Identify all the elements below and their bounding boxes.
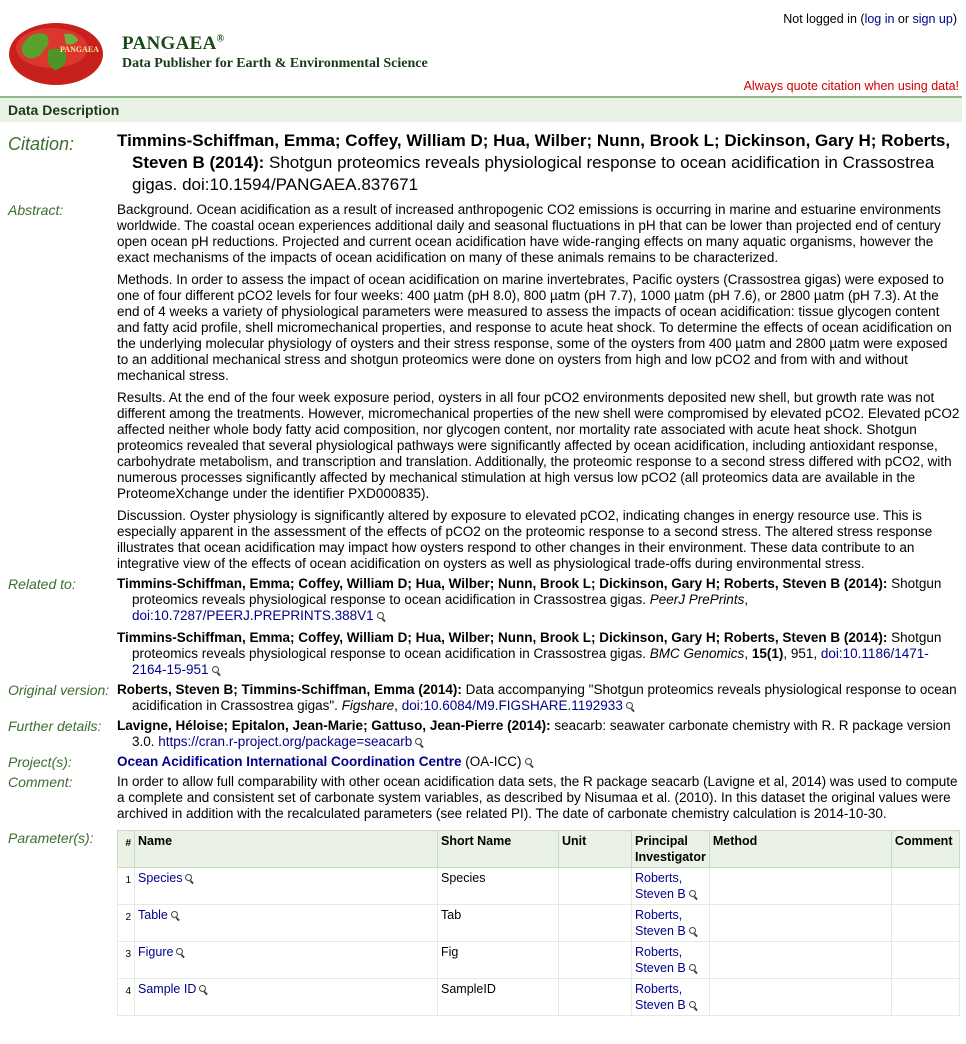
login-status: Not logged in (log in or sign up) — [783, 12, 957, 26]
abstract-label: Abstract: — [8, 202, 64, 218]
citation-row — [0, 130, 966, 196]
further-details-body: Lavigne, Héloise; Epitalon, Jean-Marie; Gattuso, Jean-Pierre (2014): seacarb: seawater carbonate chemistry with R. R package version 3.0. https://cran.r-project.org/package=seacarb — [117, 718, 951, 749]
related-row — [0, 576, 966, 678]
projects-body: Ocean Acidification International Coordination Centre (OA-ICC) — [117, 754, 960, 770]
method — [709, 868, 891, 905]
search-icon[interactable] — [689, 927, 698, 936]
comment-row — [0, 774, 966, 822]
parameter-name — [135, 979, 438, 1016]
original-doi-link[interactable]: doi:10.6084/M9.FIGSHARE.1192933 — [401, 698, 623, 713]
parameter-name — [135, 942, 438, 979]
table-header-row — [118, 831, 960, 868]
related-doi-link[interactable]: doi:10.7287/PEERJ.PREPRINTS.388V1 — [132, 608, 374, 623]
pi-link[interactable]: Roberts, Steven B — [635, 908, 686, 938]
citation-label: Citation: — [8, 134, 75, 154]
citation-text: Timmins-Schiffman, Emma; Coffey, William D; Hua, Wilber; Nunn, Brook L; Dickinson, Gary H; Roberts, Steven B (2014): Shotgun proteomics reveals physiological response to ocean acidification in Crassostrea gigas. doi:10.1594/PANGAEA.837671 — [117, 131, 951, 194]
short-name: SampleID — [438, 979, 559, 1016]
project-link[interactable]: Ocean Acidification International Coordination Centre — [117, 754, 462, 769]
search-icon[interactable] — [176, 948, 185, 957]
short-name: Fig — [438, 942, 559, 979]
related-label: Related to: — [8, 576, 76, 592]
comment-label: Comment: — [8, 774, 73, 790]
short-name: Species — [438, 868, 559, 905]
search-icon[interactable] — [199, 985, 208, 994]
unit — [559, 868, 632, 905]
search-icon[interactable] — [689, 890, 698, 899]
search-icon[interactable] — [689, 1001, 698, 1010]
column-header: # — [118, 831, 135, 868]
column-header: Method — [709, 831, 891, 868]
comment-cell — [891, 979, 959, 1016]
abstract-body — [117, 202, 960, 572]
parameter-name — [135, 868, 438, 905]
parameter-table — [117, 830, 960, 1016]
comment-cell — [891, 905, 959, 942]
row-number: 1 — [118, 868, 135, 905]
comment-cell — [891, 868, 959, 905]
row-number: 4 — [118, 979, 135, 1016]
related-item: Timmins-Schiffman, Emma; Coffey, William D; Hua, Wilber; Nunn, Brook L; Dickinson, Gary H; Roberts, Steven B (2014): Shotgun proteomics reveals physiological response to ocean acidification in Crassostrea gigas. PeerJ PrePrints, doi:10.7287/PEERJ.PREPRINTS.388V1 — [117, 576, 942, 623]
parameter-link[interactable]: Table — [138, 908, 168, 922]
related-item: Timmins-Schiffman, Emma; Coffey, William D; Hua, Wilber; Nunn, Brook L; Dickinson, Gary H; Roberts, Steven B (2014): Shotgun proteomics reveals physiological response to ocean acidification in Crassostrea gigas. BMC Genomics, 15(1), 951, doi:10.1186/1471-2164-15-951 — [117, 630, 942, 677]
search-icon[interactable] — [525, 758, 534, 767]
further-details-label: Further details: — [8, 718, 102, 734]
page-header — [0, 0, 966, 97]
abstract-row — [0, 202, 966, 572]
original-version-body: Roberts, Steven B; Timmins-Schiffman, Emma (2014): Data accompanying "Shotgun proteomics reveals physiological response to ocean acidification in Crassostrea gigas". Figshare, doi:10.6084/M9.FIGSHARE.1192933 — [117, 682, 957, 713]
search-icon[interactable] — [626, 702, 635, 711]
abstract-paragraph: Results. At the end of the four week exposure period, oysters in all four pCO2 environments deposited new shell, but growth rate was not different among the treatments. However, micromechanical properties of the new shell were compromised by elevated pCO2. Elevated pCO2 affected neither whole body fatty acid composition, nor glycogen content, nor mortality rate associated with acute heat shock. Shotgun proteomics revealed that several physiological pathways were significantly affected by ocean acidification, including antioxidant response, carbohydrate metabolism, and transcription and translation. Additionally, the proteomic response to a second stress differed with pCO2, with numerous processes significantly affected by mechanical stimulation at high versus low pCO2 (all proteomics data are available in the ProteomeXchange under the identifier PXD000835). — [117, 390, 960, 501]
pi-link[interactable]: Roberts, Steven B — [635, 871, 686, 901]
original-version-row — [0, 682, 966, 714]
parameters-row — [0, 830, 966, 1016]
pi-link[interactable]: Roberts, Steven B — [635, 945, 686, 975]
site-tagline: Data Publisher for Earth & Environmental Science — [122, 56, 428, 71]
parameter-link[interactable]: Species — [138, 871, 183, 885]
related-doi-link[interactable]: doi:10.1186/1471-2164-15-951 — [132, 646, 929, 677]
data-description — [0, 130, 966, 1020]
unit — [559, 905, 632, 942]
table-row — [118, 942, 960, 979]
row-number: 3 — [118, 942, 135, 979]
site-title[interactable]: PANGAEA® — [122, 33, 225, 54]
method — [709, 979, 891, 1016]
parameters-body — [117, 830, 960, 1016]
principal-investigator — [632, 868, 710, 905]
logo-text: PANGAEA — [60, 45, 99, 54]
abstract-paragraph: Background. Ocean acidification as a result of increased anthropogenic CO2 emissions is occurring in marine and estuarine environments worldwide. The coastal ocean experiences additional daily and seasonal fluctuations in pH that can be lower than projected end of century open ocean pH reductions. Projected and current ocean acidification have wide-ranging effects on many aquatic organisms, however the exact mechanisms of the impacts of ocean acidification on many of these animals remains to be characterized. — [117, 202, 941, 265]
search-icon[interactable] — [415, 738, 424, 747]
column-header: Name — [135, 831, 438, 868]
abstract-paragraph: Methods. In order to assess the impact of ocean acidification on marine invertebrates, Pacific oysters (Crassostrea gigas) were exposed to one of four different pCO2 levels for four weeks: 400 µatm (pH 8.0), 800 µatm (pH 7.7), 1000 µatm (pH 7.6), or 2800 µatm (pH 7.3). At the end of 4 weeks a variety of physiological parameters were measured to assess the impacts of ocean acidification: tissue glycogen content and fatty acid profile, shell micromechanical properties, and response to acute heat shock. To determine the effects of ocean acidification on the underlying molecular physiology of oysters and their stress response, some of the oysters from 400 µatm and 2800 µatm were exposed to an additional mechanical stress and shotgun proteomics were done on oysters from high and low pCO2 and from with and without mechanical stress. — [117, 272, 952, 383]
signup-link[interactable]: sign up — [912, 12, 953, 26]
quote-warning: Always quote citation when using data! — [743, 79, 959, 93]
method — [709, 905, 891, 942]
login-link[interactable]: log in — [864, 12, 895, 26]
unit — [559, 942, 632, 979]
column-header: Short Name — [438, 831, 559, 868]
comment-cell — [891, 942, 959, 979]
table-row — [118, 905, 960, 942]
column-header: Principal Investigator — [632, 831, 710, 868]
pi-link[interactable]: Roberts, Steven B — [635, 982, 686, 1012]
parameter-name — [135, 905, 438, 942]
short-name: Tab — [438, 905, 559, 942]
further-details-row — [0, 718, 966, 750]
method — [709, 942, 891, 979]
comment-text: In order to allow full comparability with other ocean acidification data sets, the R package seacarb (Lavigne et al, 2014) was used to compute a complete and consistent set of carbonate system variables, as described by Nisumaa et al. (2010). In this dataset the original values were archived in addition with the recalculated parameters (see related PI). The date of carbonate chemistry calculation is 2014-10-30. — [117, 774, 958, 821]
search-icon[interactable] — [171, 911, 180, 920]
search-icon[interactable] — [689, 964, 698, 973]
related-body — [117, 576, 960, 678]
search-icon[interactable] — [185, 874, 194, 883]
parameter-link[interactable]: Sample ID — [138, 982, 197, 996]
projects-label: Project(s): — [8, 754, 72, 770]
abstract-paragraph: Discussion. Oyster physiology is significantly altered by exposure to elevated pCO2, indicating changes in energy resource use. This is especially apparent in the assessment of the effects of pCO2 on the proteomic response to a second stress. The altered stress response illustrates that ocean acidification may impact how oysters respond to other changes in their environment. These data contribute to an integrative view of the effects of ocean acidification on oysters as well as physiological trade-offs during environmental stress. — [117, 508, 933, 571]
column-header: Comment — [891, 831, 959, 868]
search-icon[interactable] — [377, 612, 386, 621]
principal-investigator — [632, 942, 710, 979]
seacarb-link[interactable]: https://cran.r-project.org/package=seacarb — [158, 734, 413, 749]
row-number: 2 — [118, 905, 135, 942]
projects-row — [0, 754, 966, 770]
section-title: Data Description — [8, 102, 120, 118]
pangaea-logo[interactable] — [8, 20, 104, 86]
parameter-link[interactable]: Figure — [138, 945, 174, 959]
principal-investigator — [632, 979, 710, 1016]
column-header: Unit — [559, 831, 632, 868]
table-row — [118, 868, 960, 905]
original-version-label: Original version: — [8, 682, 110, 698]
search-icon[interactable] — [212, 666, 221, 675]
table-row — [118, 979, 960, 1016]
unit — [559, 979, 632, 1016]
section-bar — [0, 96, 962, 122]
parameters-label: Parameter(s): — [8, 830, 94, 846]
principal-investigator — [632, 905, 710, 942]
